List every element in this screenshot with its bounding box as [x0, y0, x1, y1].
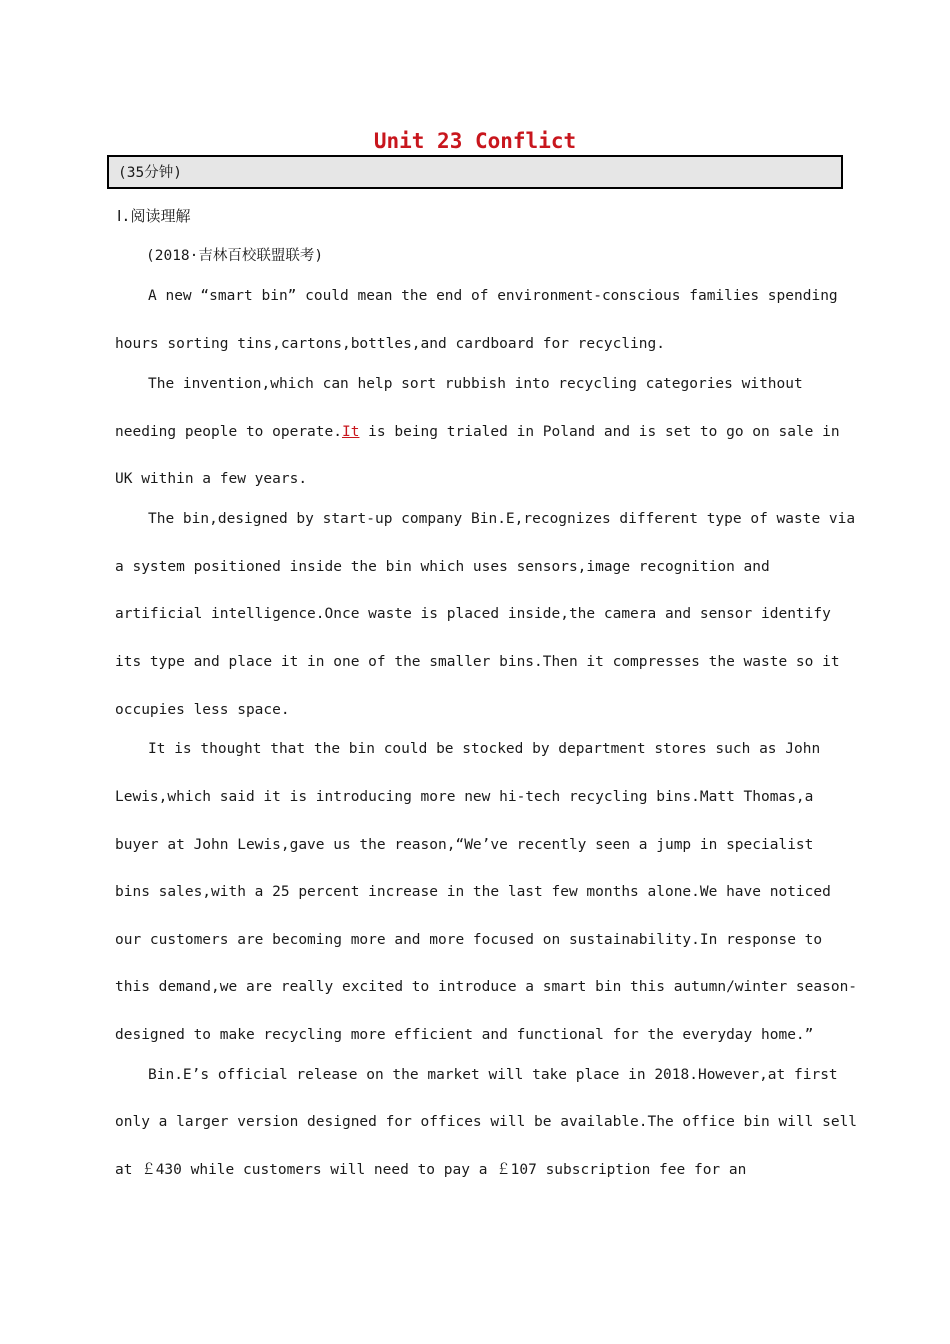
passage-line: It is thought that the bin could be stocked by department stores such as John	[148, 741, 821, 757]
highlighted-word: It	[341, 424, 360, 440]
passage-line: a system positioned inside the bin which uses sensors,image recognition and	[115, 559, 770, 575]
passage-line: bins sales,with a 25 percent increase in the last few months alone.We have noticed	[115, 884, 831, 900]
passage-line: buyer at John Lewis,gave us the reason,“We’ve recently seen a jump in specialist	[115, 837, 814, 853]
passage-line: this demand,we are really excited to introduce a smart bin this autumn/winter season-	[115, 979, 858, 995]
passage-line: UK within a few years.	[115, 471, 308, 487]
time-limit-text: (35分钟)	[118, 165, 182, 181]
source-note: (2018·吉林百校联盟联考)	[146, 248, 324, 264]
passage-line: Lewis,which said it is introducing more new hi-tech recycling bins.Matt Thomas,a	[115, 789, 814, 805]
page-title: Unit 23 Conflict	[373, 129, 577, 153]
passage-line: artificial intelligence.Once waste is placed inside,the camera and sensor identify	[115, 606, 831, 622]
time-limit-box	[107, 155, 843, 189]
passage-line: designed to make recycling more efficient and functional for the everyday home.”	[115, 1027, 814, 1043]
line-text: is being trialed in Poland and is set to go on sale in	[359, 424, 840, 440]
passage-line: occupies less space.	[115, 702, 290, 718]
passage-line	[115, 422, 840, 442]
passage-line: hours sorting tins,cartons,bottles,and cardboard for recycling.	[115, 336, 665, 352]
passage-line: The bin,designed by start-up company Bin.E,recognizes different type of waste via	[148, 511, 856, 527]
passage-line: our customers are becoming more and more focused on sustainability.In response to	[115, 932, 823, 948]
passage-line: Bin.E’s official release on the market will take place in 2018.However,at first	[148, 1067, 838, 1083]
passage-line: its type and place it in one of the smaller bins.Then it compresses the waste so it	[115, 654, 840, 670]
passage-line: only a larger version designed for offices will be available.The office bin will sell	[115, 1114, 858, 1130]
passage-line: A new “smart bin” could mean the end of environment-conscious families spending	[148, 288, 838, 304]
passage-line: The invention,which can help sort rubbish into recycling categories without	[148, 376, 803, 392]
passage-line: at ￡430 while customers will need to pay a ￡107 subscription fee for an	[115, 1162, 747, 1178]
section-heading: Ⅰ.阅读理解	[117, 207, 191, 225]
line-text: needing people to operate.	[115, 424, 342, 440]
